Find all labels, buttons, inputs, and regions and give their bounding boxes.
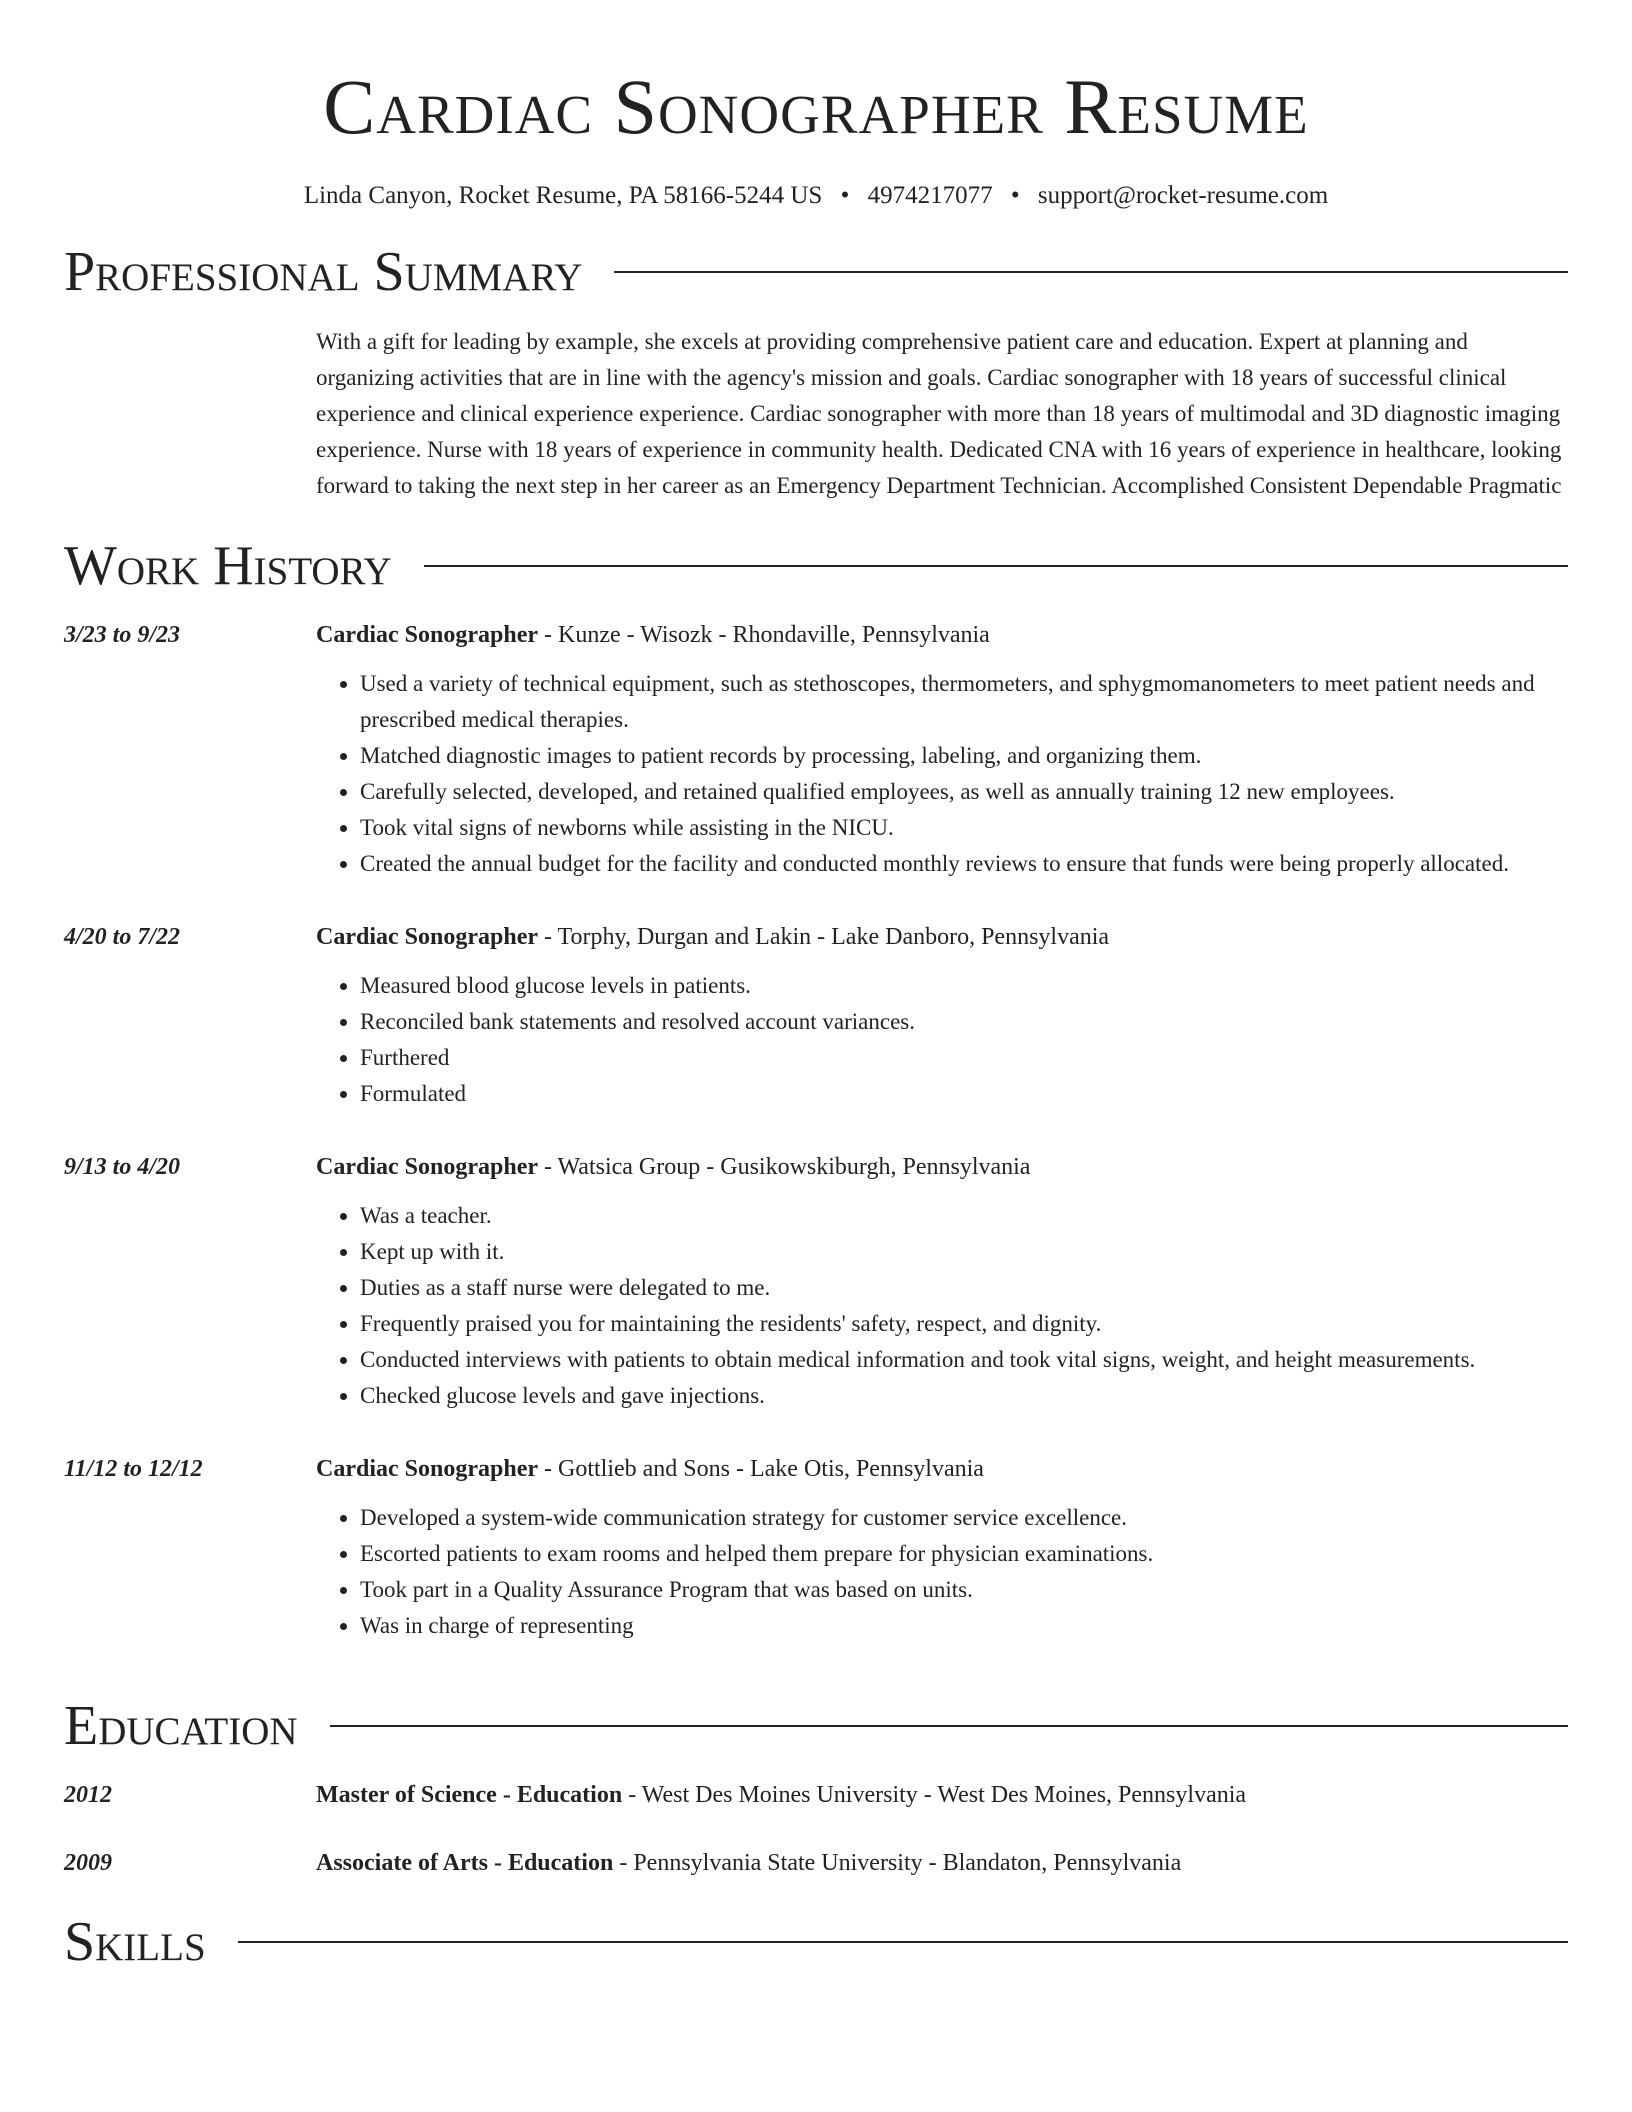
job-bullet: • Was a teacher. (360, 1198, 1568, 1234)
job-bullet: • Conducted interviews with patients to obtain medical information and took vital signs, weight, and height measurements. (360, 1342, 1568, 1378)
job-entry (64, 1150, 1568, 1434)
job-heading (316, 1150, 1568, 1184)
job-bullet: • Kept up with it. (360, 1234, 1568, 1270)
education-body (316, 1778, 1246, 1812)
contact-phone: 4974217077 (867, 182, 993, 209)
job-entry (64, 618, 1568, 902)
education-year: 2012 (64, 1782, 112, 1808)
job-bullet: • Created the annual budget for the facility and conducted monthly reviews to ensure that funds were being properly allocated. (360, 846, 1568, 882)
job-dates: 11/12 to 12/12 (64, 1456, 203, 1482)
job-bullet: • Matched diagnostic images to patient records by processing, labeling, and organizing them. (360, 738, 1568, 774)
job-bullets (316, 1500, 1568, 1644)
job-body (316, 920, 1568, 1132)
job-bullet: • Checked glucose levels and gave injections. (360, 1378, 1568, 1414)
job-entry (64, 1452, 1568, 1664)
section-header-education (64, 1695, 1568, 1757)
job-title: Cardiac Sonographer (316, 1154, 538, 1180)
job-heading (316, 618, 1568, 652)
education-degree: Master of Science - Education (316, 1782, 623, 1808)
job-bullets (316, 968, 1568, 1112)
job-heading (316, 1452, 1568, 1486)
job-bullet: • Duties as a staff nurse were delegated to me. (360, 1270, 1568, 1306)
job-bullet: • Developed a system-wide communication strategy for customer service excellence. (360, 1500, 1568, 1536)
section-title-education: Education (64, 1695, 298, 1757)
education-year: 2009 (64, 1850, 112, 1876)
job-body (316, 1452, 1568, 1664)
education-details: - Pennsylvania State University - Blandaton, Pennsylvania (613, 1850, 1182, 1876)
contact-email[interactable]: support@rocket-resume.com (1037, 182, 1329, 209)
job-dates: 9/13 to 4/20 (64, 1154, 181, 1180)
job-bullet: • Was in charge of representing (360, 1608, 1568, 1644)
contact-separator: • (840, 182, 850, 209)
job-body (316, 618, 1568, 902)
education-body (316, 1846, 1181, 1880)
job-dates: 3/23 to 9/23 (64, 622, 181, 648)
job-bullets (316, 1198, 1568, 1414)
contact-separator: • (1010, 182, 1020, 209)
resume-title: Cardiac Sonographer Resume (323, 63, 1309, 150)
contact-line (64, 182, 1568, 210)
section-divider (330, 1725, 1568, 1727)
job-bullets (316, 666, 1568, 882)
education-entry (64, 1778, 1568, 1812)
job-bullet: • Furthered (360, 1040, 1568, 1076)
job-bullet: • Used a variety of technical equipment, such as stethoscopes, thermometers, and sphygmomanometers to meet patient needs and prescribed medical therapies. (360, 666, 1568, 738)
job-bullet: • Formulated (360, 1076, 1568, 1112)
job-bullet: • Reconciled bank statements and resolved account variances. (360, 1004, 1568, 1040)
job-title: Cardiac Sonographer (316, 1456, 538, 1482)
job-heading (316, 920, 1568, 954)
job-details: - Watsica Group - Gusikowskiburgh, Pennsylvania (538, 1154, 1031, 1180)
education-entry (64, 1846, 1568, 1880)
job-title: Cardiac Sonographer (316, 924, 538, 950)
section-header-summary (64, 241, 1568, 303)
section-header-work-history (64, 535, 1568, 597)
job-bullet: • Measured blood glucose levels in patients. (360, 968, 1568, 1004)
job-body (316, 1150, 1568, 1434)
job-bullet: • Took vital signs of newborns while assisting in the NICU. (360, 810, 1568, 846)
section-title-skills: Skills (64, 1911, 206, 1973)
section-title-work-history: Work History (64, 535, 392, 597)
job-bullet: • Frequently praised you for maintaining the residents' safety, respect, and dignity. (360, 1306, 1568, 1342)
job-details: - Gottlieb and Sons - Lake Otis, Pennsylvania (538, 1456, 984, 1482)
section-title-summary: Professional Summary (64, 241, 583, 303)
job-bullet: • Carefully selected, developed, and retained qualified employees, as well as annually training 12 new employees. (360, 774, 1568, 810)
job-bullet: • Escorted patients to exam rooms and helped them prepare for physician examinations. (360, 1536, 1568, 1572)
section-header-skills (64, 1911, 1568, 1973)
section-divider (424, 565, 1568, 567)
job-details: - Kunze - Wisozk - Rhondaville, Pennsylvania (538, 622, 990, 648)
section-divider (614, 271, 1568, 273)
section-divider (238, 1941, 1568, 1943)
job-details: - Torphy, Durgan and Lakin - Lake Danboro, Pennsylvania (538, 924, 1110, 950)
job-title: Cardiac Sonographer (316, 622, 538, 648)
job-bullet: • Took part in a Quality Assurance Program that was based on units. (360, 1572, 1568, 1608)
job-dates: 4/20 to 7/22 (64, 924, 181, 950)
education-degree: Associate of Arts - Education (316, 1850, 614, 1876)
contact-address: Linda Canyon, Rocket Resume, PA 58166-5244 US (303, 182, 823, 209)
summary-text: With a gift for leading by example, she excels at providing comprehensive patient care and education. Expert at planning and organizing activities that are in line with the agency's mission and goals. Cardiac sonographer with 18 years of successful clinical experience and clinical experience experience. Cardiac sonographer with more than 18 years of multimodal and 3D diagnostic imaging experience. Nurse with 18 years of experience in community health. Dedicated CNA with 16 years of experience in healthcare, looking forward to taking the next step in her career as an Emergency Department Technician. Accomplished Consistent Dependable Pragmatic (316, 329, 1562, 498)
job-entry (64, 920, 1568, 1132)
education-details: - West Des Moines University - West Des Moines, Pennsylvania (622, 1782, 1247, 1808)
